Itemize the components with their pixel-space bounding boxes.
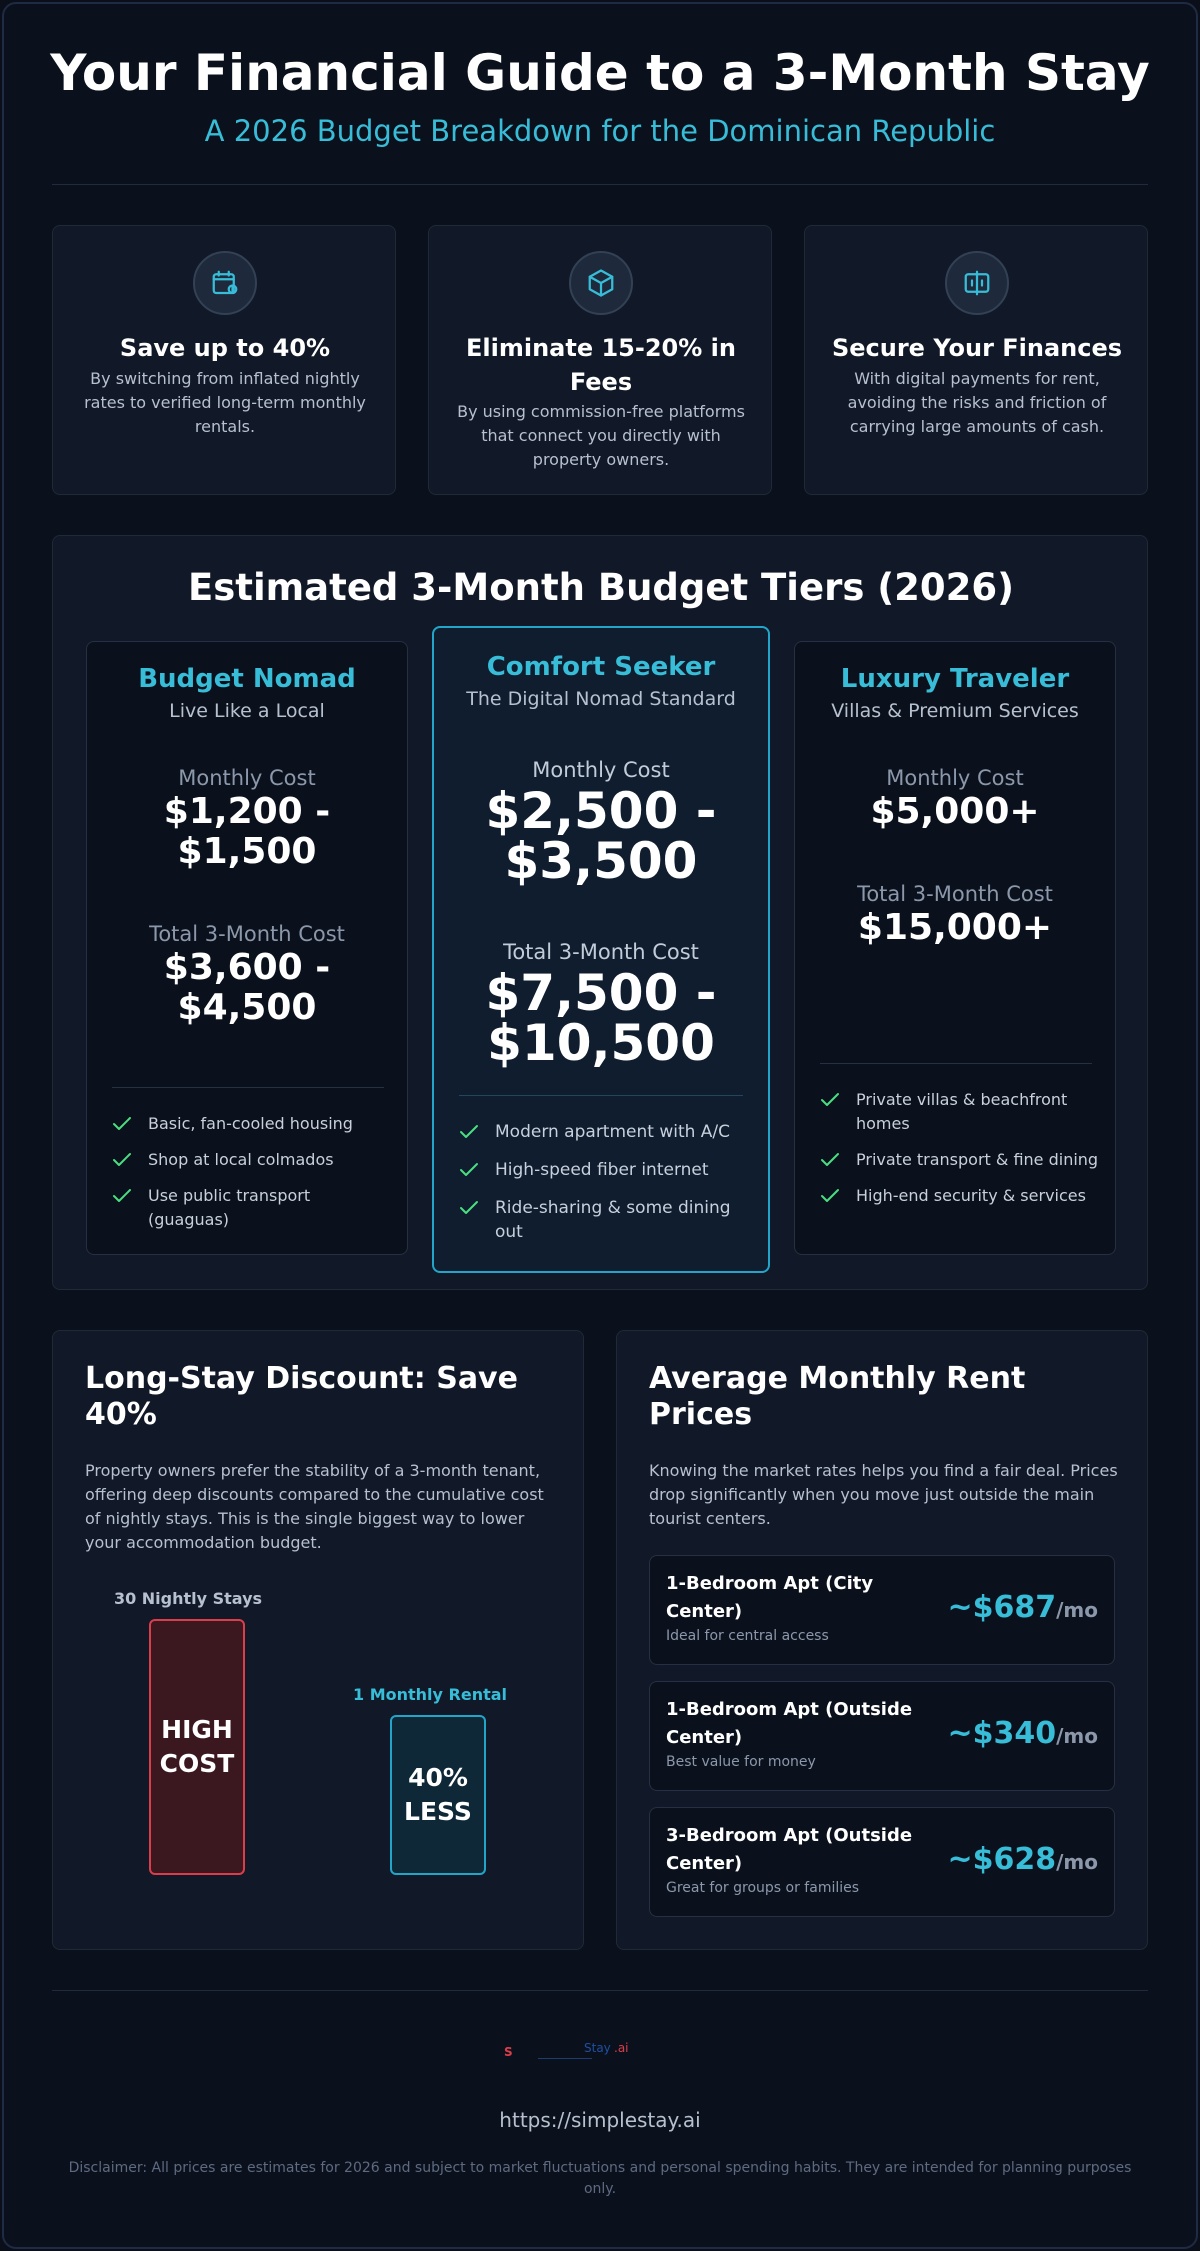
tier-name: Luxury Traveler [840, 664, 1070, 694]
check-icon [112, 1188, 132, 1204]
monthly-cost-label: Monthly Cost [886, 766, 1024, 790]
rent-item [649, 1807, 1115, 1917]
feature-card-savings [52, 225, 396, 495]
check-icon [820, 1188, 840, 1204]
tier-feature-item: Use public transport (guaguas) [112, 1184, 392, 1232]
tier-feature-item: Modern apartment with A/C [459, 1120, 749, 1144]
tier-subtitle: The Digital Nomad Standard [466, 688, 736, 710]
bar-label-monthly: 1 Monthly Rental [352, 1685, 508, 1704]
tier-feature-item: Basic, fan-cooled housing [112, 1112, 392, 1136]
feature-card-fees [428, 225, 772, 495]
check-icon [112, 1116, 132, 1132]
footer-divider [52, 1990, 1148, 1991]
rent-item-price: ~$687/mo [947, 1590, 1098, 1625]
feature-card-security [804, 225, 1148, 495]
rent-item-name: 3-Bedroom Apt (Outside Center) [666, 1825, 913, 1874]
tier-feature-item: Ride-sharing & some dining out [459, 1196, 749, 1244]
svg-text:.ai: .ai [614, 2041, 629, 2055]
monthly-cost-value: $1,200 - $1,500 [163, 791, 331, 872]
monthly-cost-value: $2,500 - $3,500 [485, 782, 717, 890]
total-cost-value: $3,600 - $4,500 [163, 947, 331, 1028]
rent-title: Average Monthly Rent Prices [649, 1361, 1026, 1432]
header-divider [52, 184, 1148, 185]
bar-monthly-rental: 40% LESS [390, 1715, 486, 1875]
tier-name: Budget Nomad [138, 664, 356, 694]
disclaimer-text: Disclaimer: All prices are estimates for 2026 and subject to market fluctuations and personal spending habits. They are intended for planning purposes only. [68, 2160, 1132, 2197]
tier-feature-item: Private transport & fine dining [820, 1148, 1100, 1172]
tier-feature-item: Shop at local colmados [112, 1148, 392, 1172]
check-icon [459, 1200, 479, 1216]
website-link[interactable]: https://simplestay.ai [499, 2108, 701, 2132]
monthly-cost-label: Monthly Cost [532, 758, 670, 782]
total-cost-label: Total 3-Month Cost [857, 882, 1053, 906]
tier-subtitle: Live Like a Local [169, 700, 325, 722]
rent-item-price: ~$628/mo [947, 1842, 1098, 1877]
feature-description: By using commission-free platforms that connect you directly with property owners. [457, 402, 745, 469]
check-icon [459, 1124, 479, 1140]
feature-description: By switching from inflated nightly rates to verified long-term monthly rentals. [84, 369, 366, 436]
tier-card-luxury-traveler [794, 641, 1116, 1255]
total-cost-label: Total 3-Month Cost [503, 940, 699, 964]
tier-feature-item: High-end security & services [820, 1184, 1100, 1208]
wallet-icon [193, 251, 257, 315]
tier-card-budget-nomad [86, 641, 408, 1255]
tier-card-comfort-seeker [432, 626, 770, 1273]
rent-item-name: 1-Bedroom Apt (City Center) [666, 1573, 874, 1622]
rent-item-note: Best value for money [666, 1754, 816, 1770]
total-cost-value: $7,500 - $10,500 [485, 964, 717, 1072]
tier-divider [820, 1063, 1092, 1064]
tier-subtitle: Villas & Premium Services [831, 700, 1079, 722]
monthly-cost-label: Monthly Cost [178, 766, 316, 790]
tier-divider [459, 1095, 743, 1096]
check-icon [820, 1152, 840, 1168]
bar-label-nightly: 30 Nightly Stays [113, 1589, 263, 1608]
check-icon [112, 1152, 132, 1168]
tier-divider [112, 1087, 384, 1088]
svg-text:S: S [504, 2045, 513, 2059]
feature-title: Eliminate 15-20% in Fees [466, 334, 736, 396]
page-title: Your Financial Guide to a 3-Month Stay [50, 44, 1150, 102]
tier-name: Comfort Seeker [486, 652, 716, 682]
bar-nightly-stays: HIGH COST [149, 1619, 245, 1875]
rent-item-note: Great for groups or families [666, 1880, 860, 1896]
tier-feature-item: Private villas & beachfront homes [820, 1088, 1100, 1136]
feature-description: With digital payments for rent, avoiding the risks and friction of carrying large amounts of cash. [847, 369, 1107, 436]
discount-card [52, 1330, 584, 1950]
simplestay-logo [502, 2040, 632, 2064]
rent-item-note: Ideal for central access [666, 1628, 829, 1644]
monthly-cost-value: $5,000+ [870, 791, 1040, 832]
rent-description: Knowing the market rates helps you find a fair deal. Prices drop significantly when you move just outside the main tourist centers. [649, 1461, 1118, 1528]
tier-feature-item: High-speed fiber internet [459, 1158, 749, 1182]
discount-title: Long-Stay Discount: Save 40% [85, 1361, 518, 1432]
page-subtitle: A 2026 Budget Breakdown for the Dominican Republic [204, 114, 996, 148]
rent-item [649, 1681, 1115, 1791]
feature-title: Secure Your Finances [831, 334, 1123, 362]
rent-item [649, 1555, 1115, 1665]
feature-title: Save up to 40% [119, 334, 331, 362]
rent-item-name: 1-Bedroom Apt (Outside Center) [666, 1699, 913, 1748]
tier-feature-list [112, 1112, 392, 1232]
total-cost-label: Total 3-Month Cost [149, 922, 345, 946]
check-icon [459, 1162, 479, 1178]
shield-split-icon [945, 251, 1009, 315]
check-icon [820, 1092, 840, 1108]
tiers-title: Estimated 3-Month Budget Tiers (2026) [187, 566, 1015, 609]
rent-item-price: ~$340/mo [947, 1716, 1098, 1751]
box-icon [569, 251, 633, 315]
svg-text:Stay: Stay [584, 2041, 611, 2055]
rent-prices-card [616, 1330, 1148, 1950]
discount-description: Property owners prefer the stability of a 3-month tenant, offering deep discounts compared to the cumulative cost of nightly stays. This is the single biggest way to lower your accommodation budget. [85, 1461, 544, 1552]
tier-feature-list [459, 1120, 749, 1244]
total-cost-value: $15,000+ [857, 907, 1053, 948]
budget-tiers-panel [52, 535, 1148, 1290]
tier-feature-list [820, 1088, 1100, 1208]
